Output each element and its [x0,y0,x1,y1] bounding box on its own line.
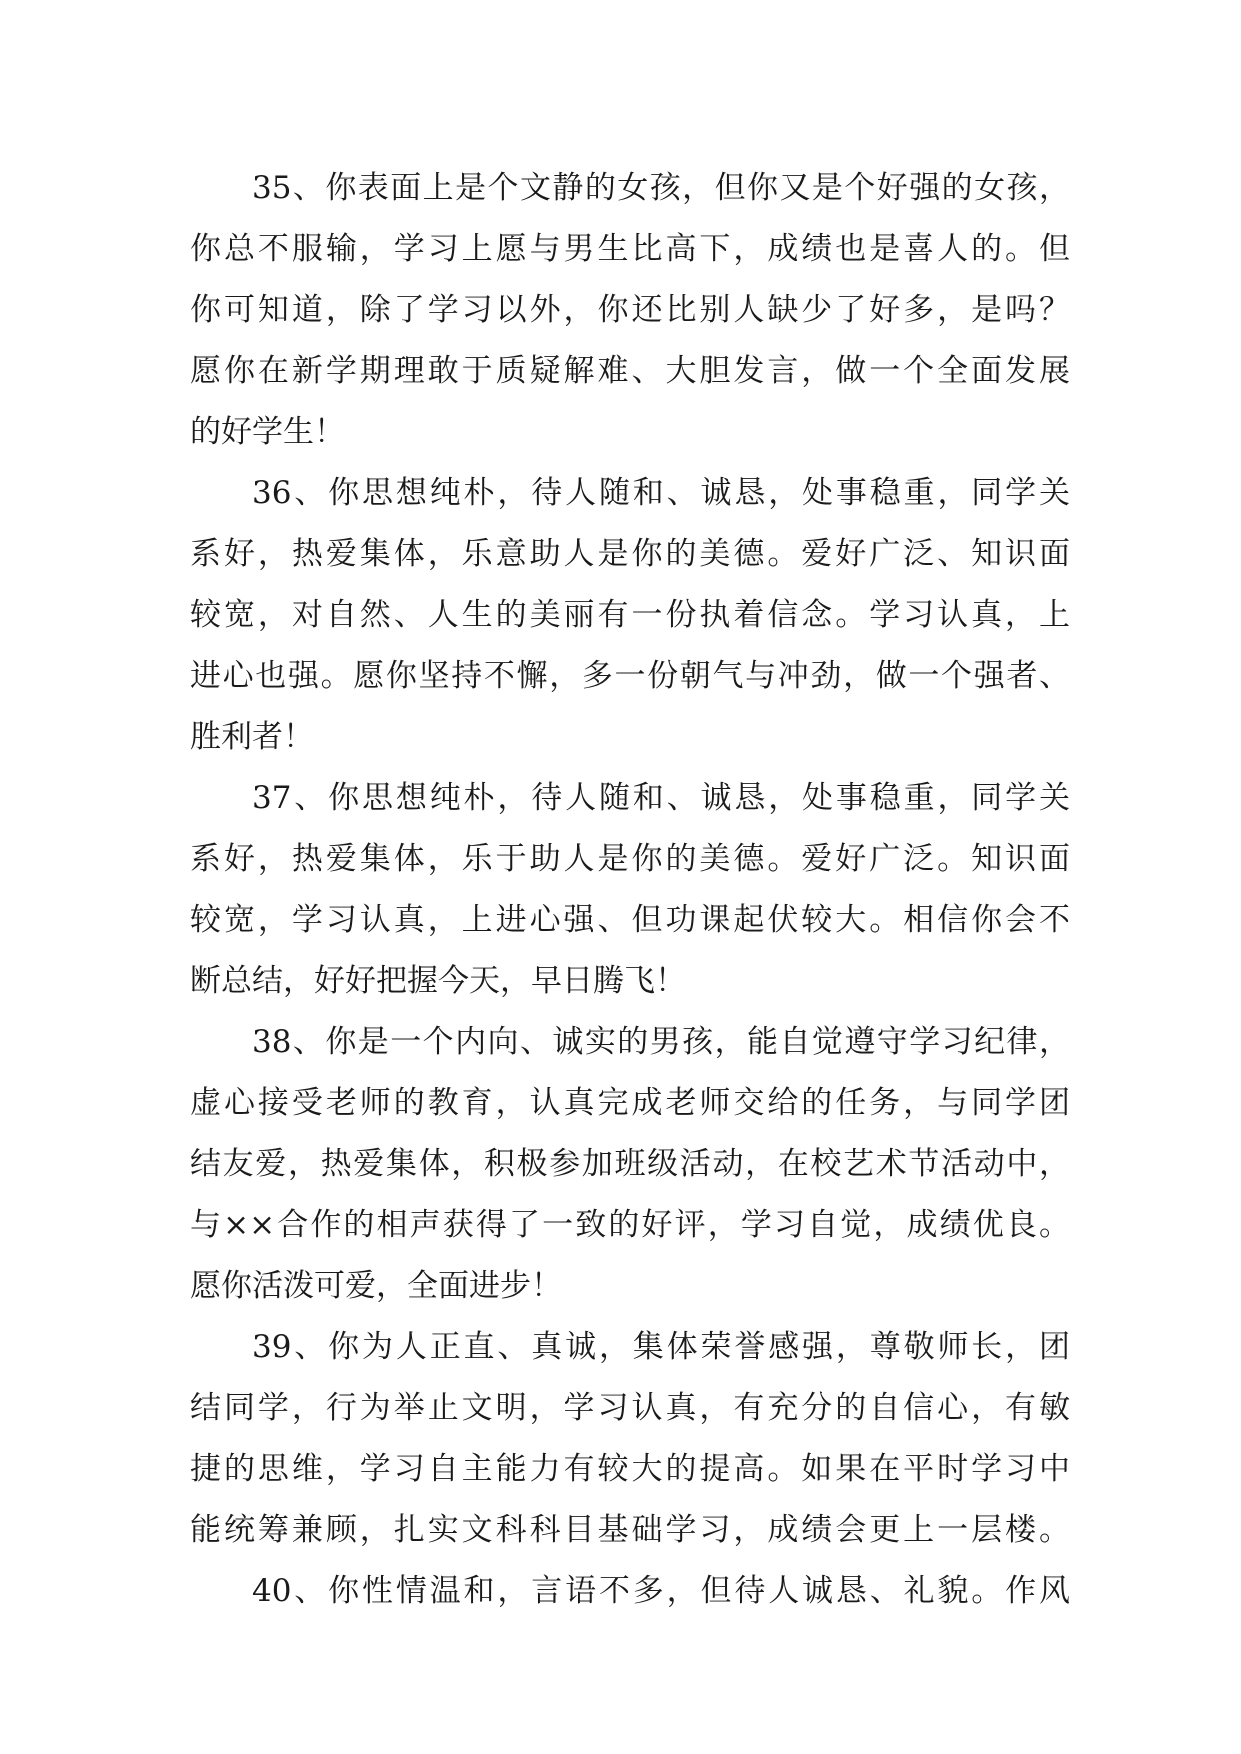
paragraph-line: 虚心接受老师的教育，认真完成老师交给的任务，与同学团 [190,1085,1070,1121]
paragraph-line: 进心也强。愿你坚持不懈，多一份朝气与冲劲，做一个强者、 [190,658,1070,694]
paragraph-line: 捷的思维，学习自主能力有较大的提高。如果在平时学习中 [190,1451,1070,1487]
paragraph-line: 断总结，好好把握今天，早日腾飞！ [190,963,686,999]
paragraph-line: 结友爱，热爱集体，积极参加班级活动，在校艺术节活动中， [190,1146,1070,1182]
paragraph-line: 的好学生！ [190,414,345,450]
paragraph-line: 38、你是一个内向、诚实的男孩，能自觉遵守学习纪律， [252,1024,1070,1060]
paragraph-line: 与××合作的相声获得了一致的好评，学习自觉，成绩优良。 [190,1207,1070,1243]
paragraph-line: 较宽，学习认真，上进心强、但功课起伏较大。相信你会不 [190,902,1070,938]
paragraph-line: 35、你表面上是个文静的女孩，但你又是个好强的女孩， [252,170,1070,206]
paragraph-line: 胜利者！ [190,719,314,755]
paragraph-35 [190,158,1070,463]
paragraph-line: 能统筹兼顾，扎实文科科目基础学习，成绩会更上一层楼。 [190,1512,1070,1548]
paragraph-line: 较宽，对自然、人生的美丽有一份执着信念。学习认真，上 [190,597,1070,633]
paragraph-line: 你总不服输，学习上愿与男生比高下，成绩也是喜人的。但 [190,231,1070,267]
paragraph-line: 39、你为人正直、真诚，集体荣誉感强，尊敬师长，团 [252,1329,1070,1365]
paragraph-37 [190,768,1070,1012]
paragraph-line: 愿你活泼可爱，全面进步！ [190,1268,562,1304]
paragraph-line: 结同学，行为举止文明，学习认真，有充分的自信心，有敏 [190,1390,1070,1426]
paragraph-line: 37、你思想纯朴，待人随和、诚恳，处事稳重，同学关 [252,780,1070,816]
paragraph-line: 系好，热爱集体，乐意助人是你的美德。爱好广泛、知识面 [190,536,1070,572]
paragraph-line: 愿你在新学期理敢于质疑解难、大胆发言，做一个全面发展 [190,353,1070,389]
paragraph-40 [190,1561,1070,1622]
paragraph-39 [190,1317,1070,1561]
document-body [190,158,1070,1622]
paragraph-line: 36、你思想纯朴，待人随和、诚恳，处事稳重，同学关 [252,475,1070,511]
paragraph-line: 40、你性情温和，言语不多，但待人诚恳、礼貌。作风 [252,1573,1070,1609]
paragraph-36 [190,463,1070,768]
paragraph-38 [190,1012,1070,1317]
paragraph-line: 你可知道，除了学习以外，你还比别人缺少了好多，是吗？ [190,292,1070,328]
paragraph-line: 系好，热爱集体，乐于助人是你的美德。爱好广泛。知识面 [190,841,1070,877]
